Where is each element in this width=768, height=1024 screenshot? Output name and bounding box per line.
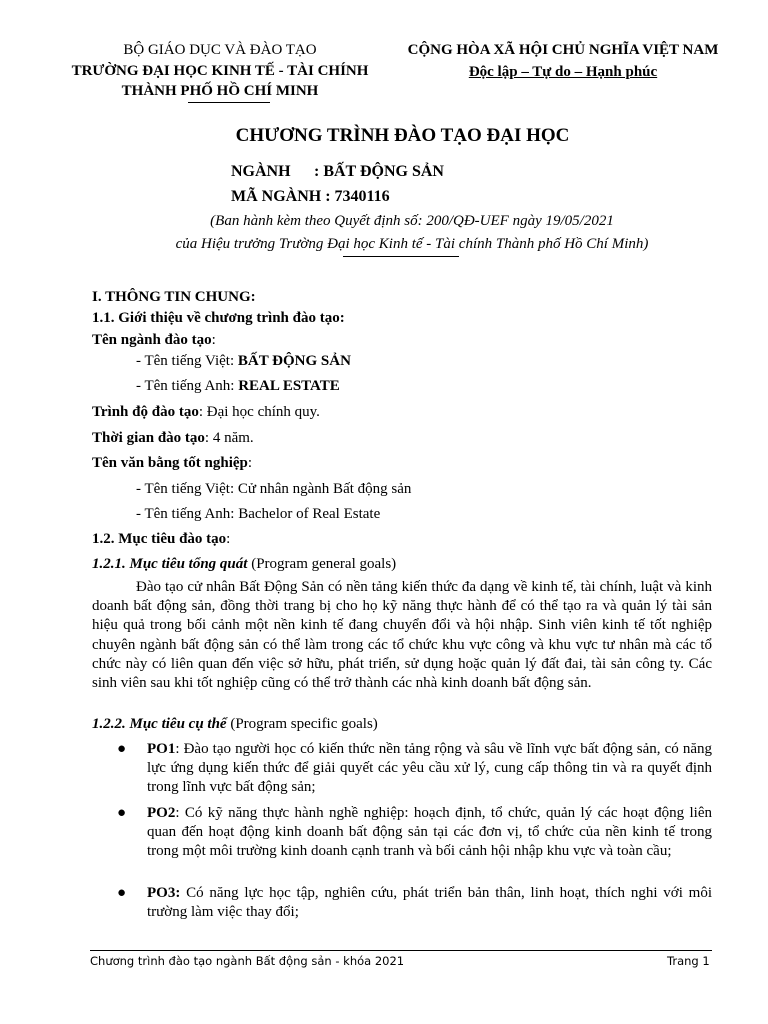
training-level-label: Trình độ đào tạo [92,404,199,420]
footer-divider [90,950,712,951]
po1-sep: : [175,741,184,757]
po3-code: PO3: [147,885,181,901]
header-motto: Độc lập – Tự do – Hạnh phúc [468,64,658,80]
training-level-value: : Đại học chính quy. [198,404,320,420]
general-goals-text: Đào tạo cử nhân Bất Động Sản có nền tảng kiến thức đa dạng về kinh tế, tài chính, luật và kinh doanh bất động sản, đồng thời trang bị cho họ kỹ năng thực hành để có thể tạo ra và quản lý tài sản hiệu quả trong bối cảnh một nền kinh tế đang chuyển đổi và hội nhập. Sinh viên kinh tế tốt nghiệp chuyên ngành bất động sản có thể làm trong các tổ chức khu vực công và khu vực tư nhân mà các tổ chức này có liên quan đến việc sở hữu, phát triển, sử dụng hoặc quản lý đất đai, tài sản công ty. Các sinh viên sau khi tốt nghiệp cũng có thể trở thành các nhà kinh doanh bất động sản. [92,579,712,692]
bullet-icon: ● [117,741,127,757]
po1-code: PO1 [147,741,176,757]
duration-row [92,429,254,448]
degree-vn: - Tên tiếng Việt: Cử nhân ngành Bất động sản [136,481,412,497]
en-name-prefix: - Tên tiếng Anh: [136,378,239,394]
po2-sep: : [175,805,185,821]
header-left-underline [188,102,270,103]
header-university: TRƯỜNG ĐẠI HỌC KINH TẾ - TÀI CHÍNH [71,63,369,79]
objectives-label: 1.2. Mục tiêu đào tạo [92,531,227,547]
major-label: NGÀNH [231,163,291,180]
general-goals-en: (Program general goals) [247,556,397,572]
major-code: MÃ NGÀNH : 7340116 [231,188,390,205]
header-city: THÀNH PHỐ HỒ CHÍ MINH [121,83,319,99]
specific-goals-label: 1.2.2. Mục tiêu cụ thể [92,716,227,732]
degree-en: - Tên tiếng Anh: Bachelor of Real Estate [136,506,381,522]
po2-text: Có kỹ năng thực hành nghề nghiệp: hoạch định, tổ chức, quản lý các hoạt động liên quan đến hoạt động kinh doanh bất động sản tại các đơn vị, tổ chức của nền kinh tế trong trong một môi trường kinh doanh cạnh tranh và bối cảnh hội nhập khu vực và toàn cầu; [147,805,712,860]
po1-text: Đào tạo người học có kiến thức nền tảng rộng và sâu về lĩnh vực bất động sản, có năng lực ứng dụng kiến thức để giải quyết các yêu cầu xử lý, cung cấp thông tin và ra quyết định trong lĩnh vực bất động sản; [147,741,713,796]
po3-text: Có năng lực học tập, nghiên cứu, phát triển bản thân, linh hoạt, thích nghi với môi trường làm việc thay đổi; [147,885,713,921]
subsection-intro: 1.1. Giới thiệu về chương trình đào tạo: [92,310,345,326]
po2-item [147,804,712,862]
specific-goals-heading [92,715,378,734]
general-goals-label: 1.2.1. Mục tiêu tổng quát [92,556,248,572]
page-number: Trang 1 [667,954,710,968]
major-name-label: Tên ngành đào tạo [92,332,212,348]
section-heading: I. THÔNG TIN CHUNG: [92,289,256,305]
specific-goals-en: (Program specific goals) [226,716,378,732]
en-name-value: REAL ESTATE [238,378,340,394]
footer-text: Chương trình đào tạo ngành Bất động sản - khóa 2021 [90,954,405,968]
major-name-colon: : [211,332,216,348]
degree-row [92,454,252,473]
general-goals-paragraph [92,578,712,693]
degree-colon: : [247,455,253,471]
decree-line-1: (Ban hành kèm theo Quyết định số: 200/QĐ-UEF ngày 19/05/2021 [210,213,614,229]
header-republic: CỘNG HÒA XÃ HỘI CHỦ NGHĨA VIỆT NAM [407,42,719,58]
en-name-row [136,377,340,396]
vn-name-prefix: - Tên tiếng Việt: [136,353,238,369]
vn-name-row [136,352,351,371]
training-level-row [92,403,320,422]
decree-underline [343,256,459,257]
general-goals-heading [92,555,396,574]
degree-label: Tên văn bằng tốt nghiệp [92,455,248,471]
po2-code: PO2 [147,805,176,821]
duration-label: Thời gian đào tạo [92,430,205,446]
objectives-colon: : [226,531,231,547]
decree-line-2: của Hiệu trưởng Trường Đại học Kinh tế - Tài chính Thành phố Hồ Chí Minh) [175,236,649,252]
po3-item [147,884,712,922]
page-title: CHƯƠNG TRÌNH ĐÀO TẠO ĐẠI HỌC [235,125,570,146]
objectives-row [92,530,230,549]
major-value: : BẤT ĐỘNG SẢN [314,163,444,180]
duration-value: : 4 năm. [204,430,254,446]
po1-item [147,740,712,798]
bullet-icon: ● [117,885,127,901]
header-ministry: BỘ GIÁO DỤC VÀ ĐÀO TẠO [123,42,317,58]
bullet-icon: ● [117,805,127,821]
major-name-row [92,331,216,350]
vn-name-value: BẤT ĐỘNG SẢN [237,353,351,369]
